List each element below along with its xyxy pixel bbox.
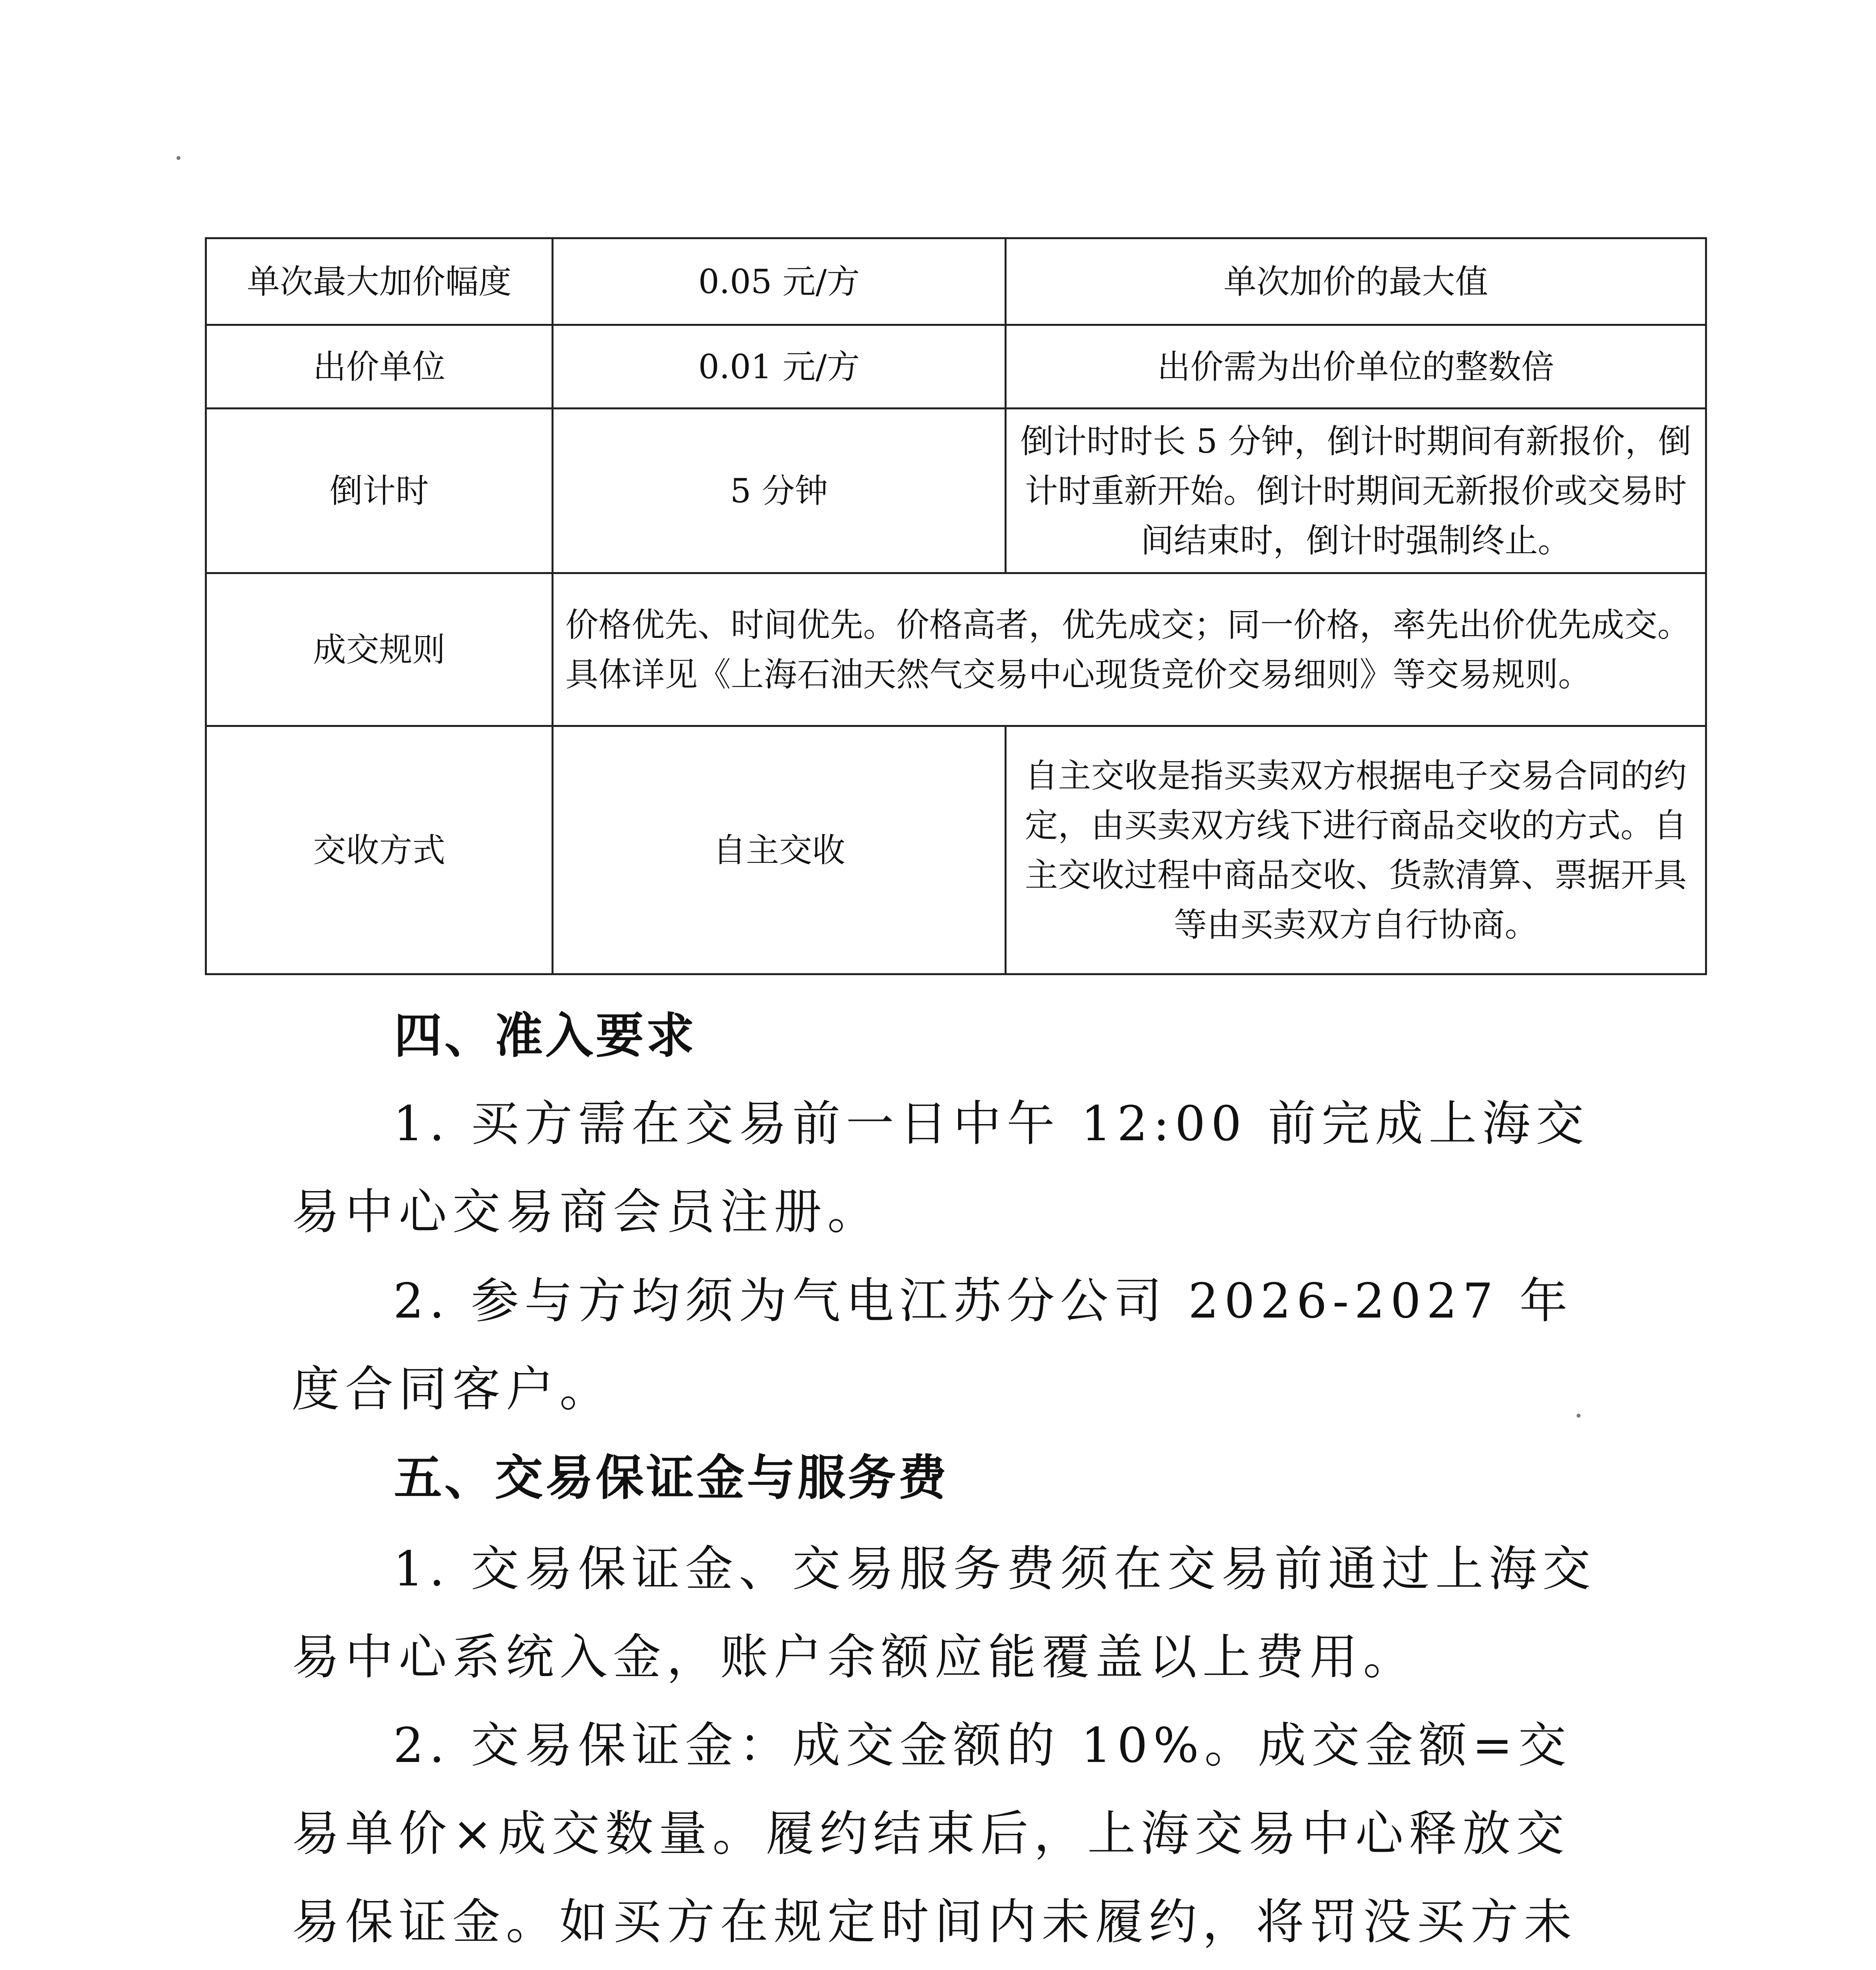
row-note: 倒计时时长 5 分钟，倒计时期间有新报价，倒计时重新开始。倒计时期间无新报价或交易时间结束时，倒计时强制终止。: [1006, 409, 1706, 573]
row-note: 出价需为出价单位的整数倍: [1006, 325, 1706, 409]
table-row: [206, 726, 1706, 974]
table-row: [206, 238, 1706, 325]
table-row: [206, 409, 1706, 573]
row-value: 0.05 元/方: [553, 238, 1006, 325]
scan-speck: [1577, 1414, 1581, 1418]
paragraph: 2. 参与方均须为气电江苏分公司 2026-2027 年度合同客户。: [292, 1273, 1573, 1417]
row-value: 0.01 元/方: [553, 325, 1006, 409]
paragraph: 2. 交易保证金：成交金额的 10%。成交金额=交易单价×成交数量。履约结束后，上海交易中心释放交易保证金。如买方在规定时间内未履约，将罚没买方未: [292, 1717, 1577, 1950]
row-value: 自主交收: [553, 726, 1006, 974]
scan-speck: [176, 156, 180, 160]
row-note: 自主交收是指买卖双方根据电子交易合同的约定，由买卖双方线下进行商品交收的方式。自主交收过程中商品交收、货款清算、票据开具等由买卖双方自行协商。: [1006, 726, 1706, 974]
table-row: [206, 573, 1706, 726]
row-label: 单次最大加价幅度: [206, 238, 553, 325]
paragraph: 1. 交易保证金、交易服务费须在交易前通过上海交易中心系统入金，账户余额应能覆盖以上费用。: [292, 1541, 1596, 1685]
trading-rules-table: [205, 237, 1707, 975]
table-row: [206, 325, 1706, 409]
row-label: 成交规则: [206, 573, 553, 726]
row-label: 交收方式: [206, 726, 553, 974]
row-value: 5 分钟: [553, 409, 1006, 573]
paragraph: 1. 买方需在交易前一日中午 12:00 前完成上海交易中心交易商会员注册。: [292, 1096, 1590, 1240]
row-label: 倒计时: [206, 409, 553, 573]
row-merged-note: 价格优先、时间优先。价格高者，优先成交；同一价格，率先出价优先成交。具体详见《上海石油天然气交易中心现货竞价交易细则》等交易规则。: [553, 573, 1706, 726]
section-heading-admission: 四、准入要求: [394, 1007, 697, 1064]
section-heading-deposit-fees: 五、交易保证金与服务费: [394, 1449, 949, 1506]
row-note: 单次加价的最大值: [1006, 238, 1706, 325]
row-label: 出价单位: [206, 325, 553, 409]
